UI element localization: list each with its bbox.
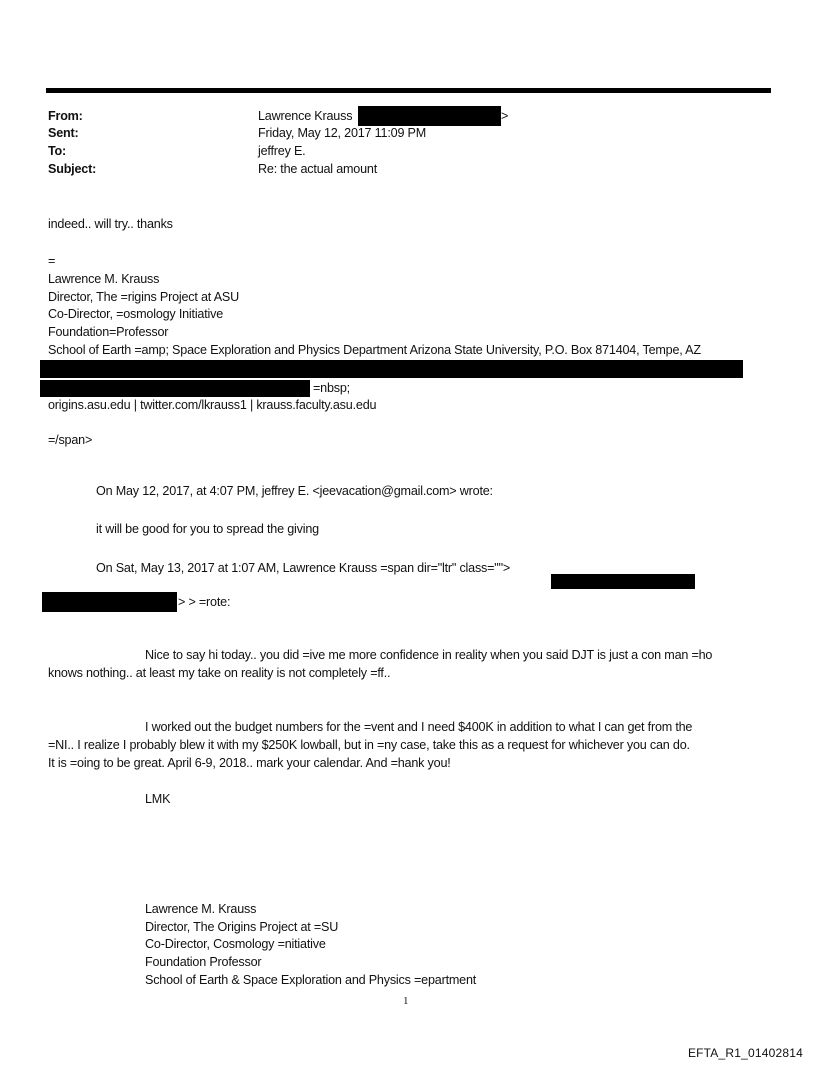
paragraph-line: It is =oing to be great. April 6-9, 2018.. mark your calendar. And =hank you! [48,756,451,770]
from-value: Lawrence Krauss [258,109,353,123]
sig-line: Co-Director, =osmology Initiative [48,307,224,321]
redaction [42,592,177,612]
paragraph-line: knows nothing.. at least my take on reality is not completely =ff.. [48,666,391,680]
sig-line: Lawrence M. Krauss [48,272,160,286]
quoted-sig-line: School of Earth & Space Exploration and Physics =epartment [145,973,477,987]
to-label: To: [48,144,67,158]
paragraph-line: I worked out the budget numbers for the =vent and I need $400K in addition to what I can get from the [145,720,693,734]
redaction [40,380,310,397]
lmk-text: LMK [145,792,171,806]
document-id: EFTA_R1_01402814 [687,1046,803,1060]
quote2-header: On Sat, May 13, 2017 at 1:07 AM, Lawrence Krauss =span dir="ltr" class=""> [96,561,511,575]
subject-value: Re: the actual amount [258,162,378,176]
paragraph-line: =NI.. I realize I probably blew it with my $250K lowball, but in =ny case, take this as a request for whichever you can do. [48,738,690,752]
from-label: From: [48,109,83,123]
quote2-header-end: > > =rote: [178,595,231,609]
sent-label: Sent: [48,126,79,140]
sig-line: School of Earth =amp; Space Exploration and Physics Department Arizona State University, P.O. Box 871404, Tempe, AZ [48,343,701,357]
reply-text: indeed.. will try.. thanks [48,217,173,231]
quote1-body: it will be good for you to spread the giving [96,522,319,536]
to-value: jeffrey E. [258,144,306,158]
quoted-sig-line: Co-Director, Cosmology =nitiative [145,937,326,951]
redaction [358,106,501,126]
quoted-sig-line: Director, The Origins Project at =SU [145,920,339,934]
quote1-header: On May 12, 2017, at 4:07 PM, jeffrey E. <jeevacation@gmail.com> wrote: [96,484,493,498]
nbsp-text: =nbsp; [313,381,350,395]
separator: = [48,254,56,268]
subject-label: Subject: [48,162,97,176]
sig-line: Foundation=Professor [48,325,169,339]
sig-line: Director, The =rigins Project at ASU [48,290,240,304]
quoted-sig-line: Foundation Professor [145,955,262,969]
header-rule [46,88,771,93]
redaction [40,360,743,378]
from-suffix: > [501,109,509,123]
sent-value: Friday, May 12, 2017 11:09 PM [258,126,427,140]
quoted-sig-line: Lawrence M. Krauss [145,902,257,916]
span-close: =/span> [48,433,93,447]
redaction [551,574,695,589]
sig-links: origins.asu.edu | twitter.com/lkrauss1 | krauss.faculty.asu.edu [48,398,377,412]
paragraph-line: Nice to say hi today.. you did =ive me more confidence in reality when you said DJT is just a con man =ho [145,648,713,662]
page-number: 1 [403,995,409,1007]
